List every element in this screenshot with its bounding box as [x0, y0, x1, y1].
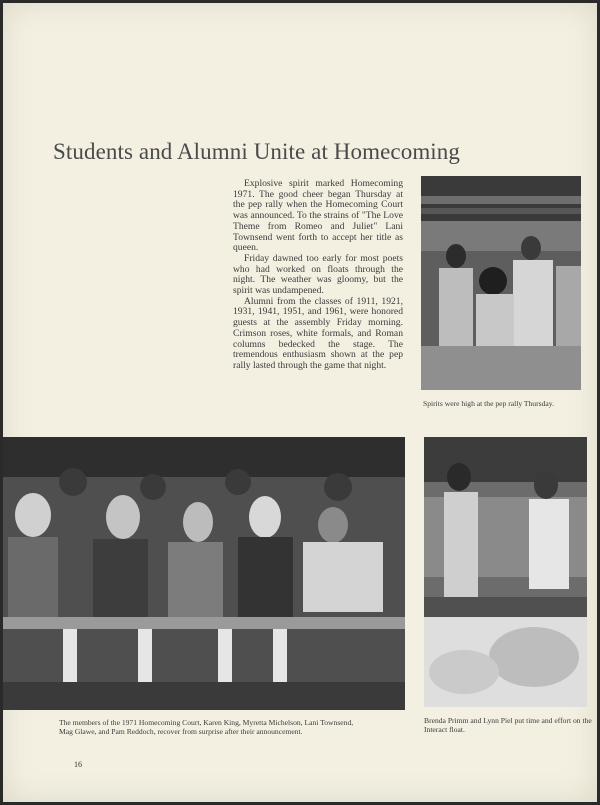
homecoming-court-caption: The members of the 1971 Homecoming Court, Karen King, Myretta Michelson, Lani Townsend, Mag Glawe, and Pam Reddoch, recover from surprise after their announcement. [59, 718, 354, 736]
article-paragraph: Explosive spirit marked Homecoming 1971. The good cheer began Thursday at the pep rally when the Homecoming Court was announced. To the strains of "The Love Theme from Romeo and Juliet" Lani Townsend went forth to accept her title as queen. [233, 178, 403, 254]
pep-rally-photo-image [421, 176, 581, 390]
interact-float-caption: Brenda Primm and Lynn Piel put time and effort on the Interact float. [424, 716, 592, 734]
yearbook-page [3, 3, 597, 802]
homecoming-court-photo [3, 437, 405, 710]
pep-rally-caption: Spirits were high at the pep rally Thursday. [423, 399, 554, 408]
article-paragraph: Friday dawned too early for most poets who had worked on floats through the night. The weather was gloomy, but the spirit was undampened. [233, 252, 403, 297]
article-body [233, 179, 403, 372]
pep-rally-photo [421, 176, 581, 390]
article-paragraph: Alumni from the classes of 1911, 1921, 1931, 1941, 1951, and 1961, were honored guests at the assembly Friday morning. Crimson roses, white formals, and Roman columns bedecked the stage. The tremendous enthusiasm shown at the pep rally lasted through the game that night. [233, 295, 403, 371]
homecoming-court-photo-image [3, 437, 405, 710]
interact-float-photo [424, 437, 587, 707]
page-title: Students and Alumni Unite at Homecoming [53, 139, 460, 164]
interact-float-photo-image [424, 437, 587, 707]
page-number: 16 [74, 760, 82, 769]
